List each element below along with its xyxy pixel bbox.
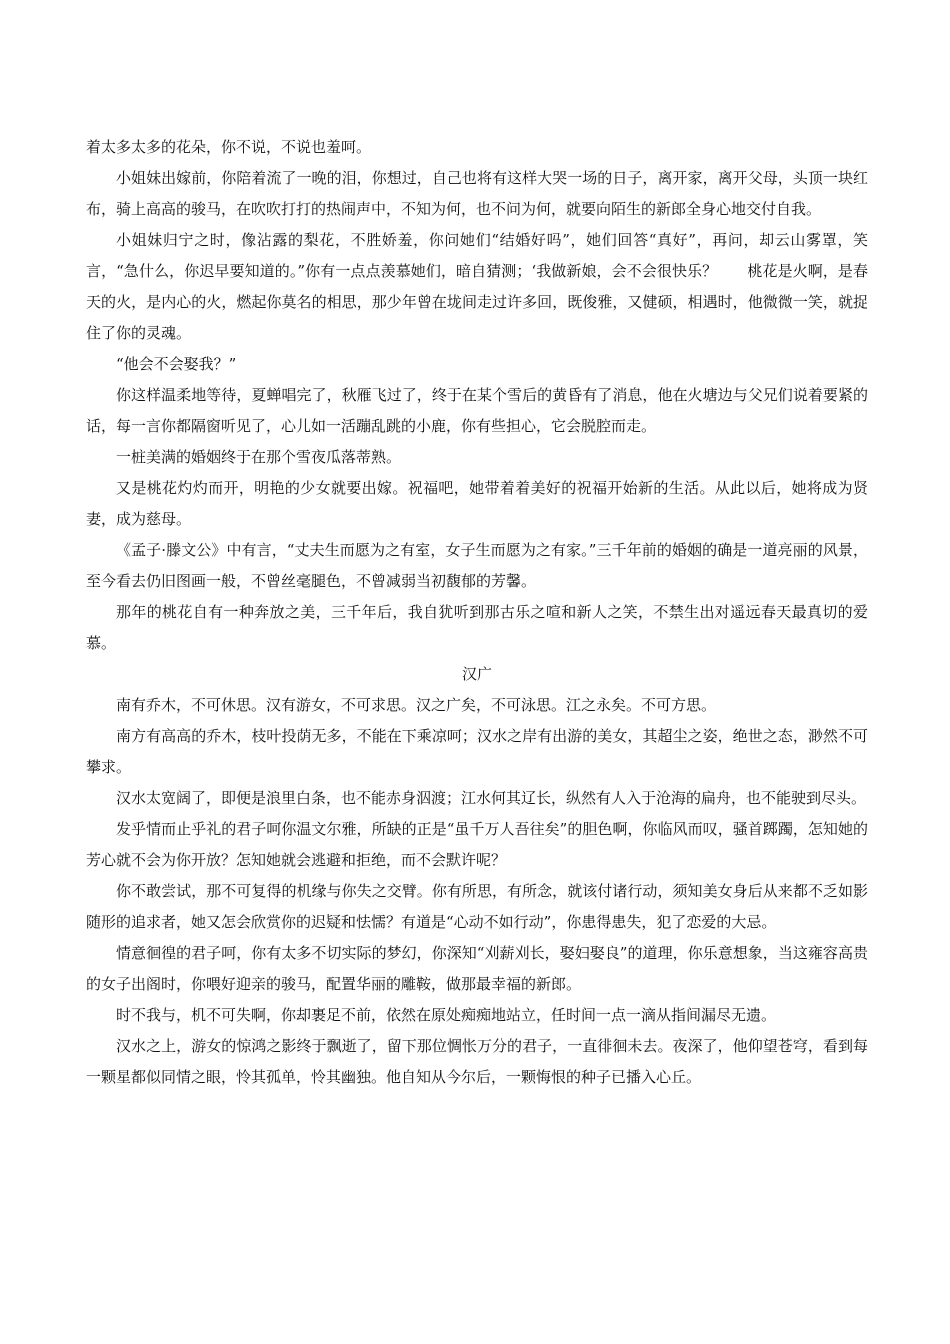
paragraph: 那年的桃花自有一种奔放之美，三千年后，我自犹听到那古乐之喧和新人之笑，不禁生出对遥远春天最真切的爱慕。 (86, 603, 868, 652)
poem-verse: 南有乔木，不可休思。汉有游女，不可求思。汉之广矣，不可泳思。江之永矣。不可方思。 (116, 696, 717, 714)
paragraph: 又是桃花灼灼而开，明艳的少女就要出嫁。祝福吧，她带着着美好的祝福开始新的生活。从此以后，她将成为贤妻，成为慈母。 (86, 479, 868, 528)
paragraph: 情意徊徨的君子呵，你有太多不切实际的梦幻，你深知“刈薪刈长，娶妇娶良”的道理，你乐意想象，当这雍容高贵的女子出阁时，你喂好迎亲的骏马，配置华丽的雕鞍，做那最幸福的新郎。 (86, 944, 868, 993)
paragraph: 一桩美满的婚姻终于在那个雪夜瓜落蒂熟。 (116, 448, 402, 466)
paragraph: 你这样温柔地等待，夏蝉唱完了，秋雁飞过了，终于在某个雪后的黄昏有了消息，他在火塘边与父兄们说着要紧的话，每一言你都隔窗听见了，心儿如一活蹦乱跳的小鹿，你有些担心，它会脱腔而走。 (86, 386, 868, 435)
paragraph: 小姐妹归宁之时，像沾露的梨花，不胜娇羞，你问她们“结婚好吗”，她们回答“真好”，再问，却云山雾罩，笑言，“急什么，你迟早要知道的。”你有一点点羡慕她们，暗自猜测；‘我做新娘，会不会很快乐？ 桃花是火啊，是春天的火，是内心的火，燃起你莫名的相思，那少年曾在垅间走过许多回，既俊雅，又健硕，相遇时，他微微一笑，就捉住了你的灵魂。 (86, 231, 868, 342)
paragraph-continuation: 着太多太多的花朵，你不说，不说也羞呵。 (86, 138, 372, 156)
paragraph: 发乎情而止乎礼的君子呵你温文尔雅，所缺的正是“虽千万人吾往矣”的胆色啊，你临风而叹，骚首踯躅，怎知她的芳心就不会为你开放？怎知她就会逃避和拒绝，而不会默许呢？ (86, 820, 868, 869)
paragraph: 汉水太宽阔了，即便是浪里白条，也不能赤身泅渡；江水何其辽长，纵然有人入于沧海的扁舟，也不能驶到尽头。 (116, 789, 867, 807)
document-body (86, 132, 868, 1093)
paragraph: 时不我与，机不可失啊，你却裹足不前，依然在原处痴痴地站立，任时间一点一滴从指间漏尽无遗。 (116, 1006, 777, 1024)
paragraph: 南方有高高的乔木，枝叶投荫无多，不能在下乘凉呵；汉水之岸有出游的美女，其超尘之姿，绝世之态，渺然不可攀求。 (86, 727, 868, 776)
section-title: 汉广 (461, 665, 492, 683)
paragraph: 你不敢尝试，那不可复得的机缘与你失之交臂。你有所思，有所念，就该付诸行动，须知美女身后从来都不乏如影随形的追求者，她又怎会欣赏你的迟疑和怯懦？有道是“心动不如行动”，你患得患失，犯了恋爱的大忌。 (86, 882, 868, 931)
paragraph: 《孟子·滕文公》中有言，“丈夫生而愿为之有室，女子生而愿为之有家。”三千年前的婚姻的确是一道亮丽的风景，至今看去仍旧图画一般，不曾丝毫腿色，不曾减弱当初馥郁的芳馨。 (86, 541, 868, 590)
paragraph-quote: “他会不会娶我？” (116, 355, 237, 373)
paragraph: 汉水之上，游女的惊鸿之影终于飘逝了，留下那位惆怅万分的君子，一直徘徊未去。夜深了，他仰望苍穹，看到每一颗星都似同情之眼，怜其孤单，怜其幽独。他自知从今尔后，一颗悔恨的种子已播入心丘。 (86, 1037, 868, 1086)
paragraph: 小姐妹出嫁前，你陪着流了一晚的泪，你想过，自己也将有这样大哭一场的日子，离开家，离开父母，头顶一块红布，骑上高高的骏马，在吹吹打打的热闹声中，不知为何，也不问为何，就要向陌生的新郎全身心地交付自我。 (86, 169, 868, 218)
